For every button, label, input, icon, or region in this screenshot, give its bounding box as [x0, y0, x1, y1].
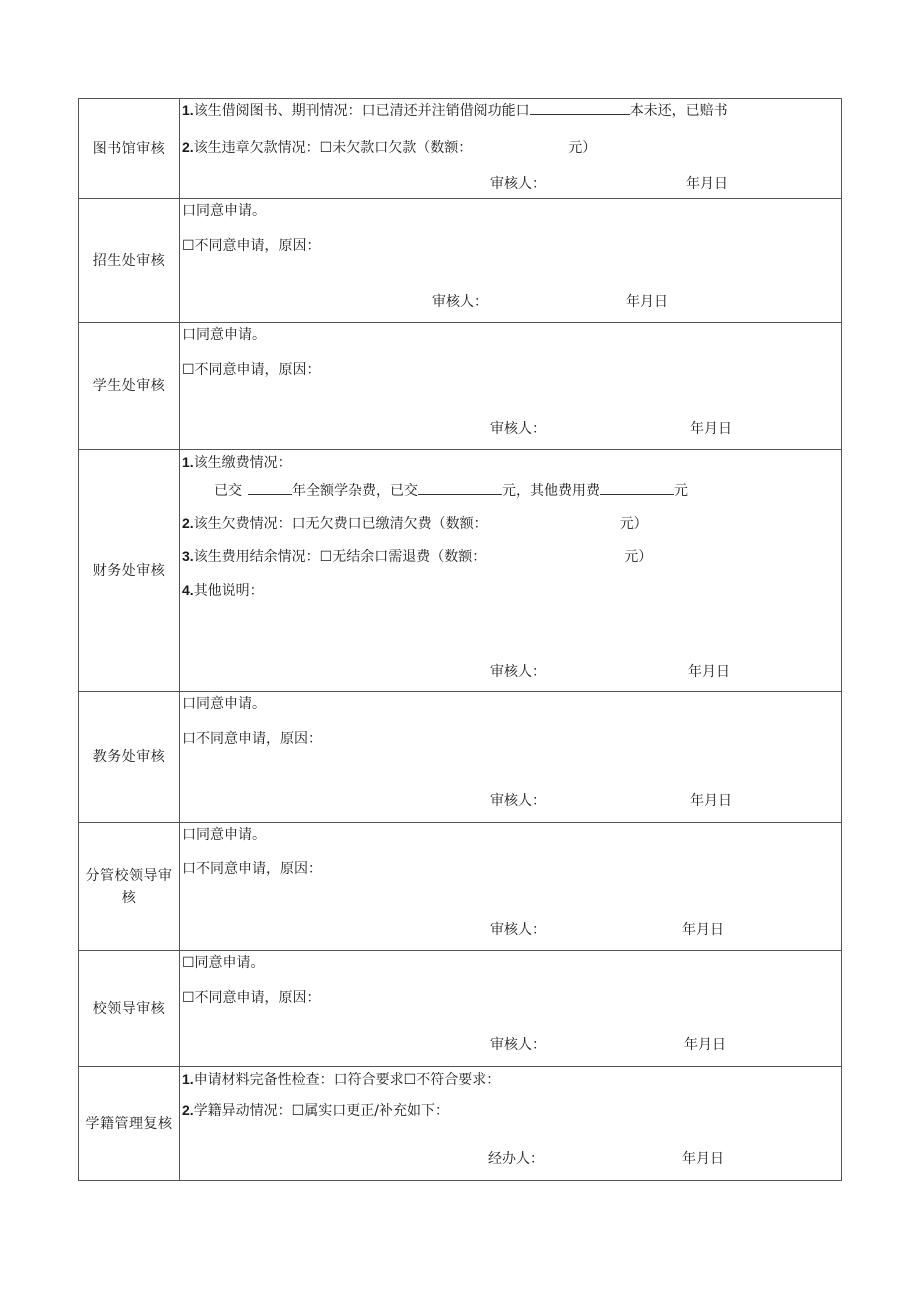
- academic-review-content: [180, 692, 842, 823]
- date-label: 年月日: [682, 1151, 724, 1167]
- date-label: 年月日: [690, 421, 732, 437]
- reviewer-label: 审核人：: [490, 922, 546, 938]
- leader-review-label: 校领导审核: [79, 951, 180, 1067]
- student-affairs-review-label: 学生处审核: [79, 323, 180, 450]
- date-label: 年月日: [626, 294, 668, 310]
- agree-option[interactable]: 口同意申请。: [182, 696, 266, 712]
- reviewer-label: 审核人：: [490, 1037, 546, 1053]
- agree-option[interactable]: 口同意申请。: [182, 827, 266, 843]
- registry-review-content: [180, 1067, 842, 1181]
- leader-review-row: [79, 951, 842, 1067]
- vice-leader-review-label: 分管校领导审核: [79, 823, 180, 951]
- finance-paid-detail-line: 已交 年全额学杂费，已交 元，其他费用费 元: [214, 480, 688, 501]
- reviewer-label: 审核人：: [490, 421, 546, 437]
- unreturned-books-blank[interactable]: [530, 100, 630, 115]
- agree-option[interactable]: 口同意申请。: [182, 327, 266, 343]
- registry-review-label: 学籍管理复核: [79, 1067, 180, 1181]
- handler-label: 经办人：: [488, 1151, 544, 1167]
- finance-payment-line: 1.该生缴费情况：: [182, 454, 292, 471]
- admissions-review-content: [180, 199, 842, 323]
- other-fees-blank[interactable]: [600, 480, 674, 495]
- date-label: 年月日: [688, 664, 730, 680]
- paid-amount-blank[interactable]: [418, 480, 502, 495]
- agree-option[interactable]: ☐同意申请。: [182, 955, 265, 971]
- disagree-option[interactable]: 口不同意申请，原因：: [182, 861, 322, 877]
- date-label: 年月日: [684, 1037, 726, 1053]
- registry-review-row: [79, 1067, 842, 1181]
- disagree-option[interactable]: ☐不同意申请，原因：: [182, 990, 321, 1006]
- student-affairs-review-row: [79, 323, 842, 450]
- leader-review-content: [180, 951, 842, 1067]
- reviewer-label: 审核人：: [490, 664, 546, 680]
- finance-review-label: 财务处审核: [79, 450, 180, 692]
- reviewer-label: 审核人：: [432, 294, 488, 310]
- finance-review-row: [79, 450, 842, 692]
- academic-review-label: 教务处审核: [79, 692, 180, 823]
- library-review-label: 图书馆审核: [79, 99, 180, 199]
- library-borrow-line: 1.该生借阅图书、期刊情况：口已清还并注销借阅功能口 本未还，已赔书: [182, 102, 728, 119]
- agree-option[interactable]: 口同意申请。: [182, 203, 266, 219]
- reviewer-label: 审核人：: [490, 793, 546, 809]
- library-fine-line: 2.该生违章欠款情况：☐未欠款口欠款（数额： 元）: [182, 139, 597, 156]
- date-label: 年月日: [686, 176, 728, 192]
- disagree-option[interactable]: ☐不同意申请，原因：: [182, 362, 321, 378]
- date-label: 年月日: [682, 922, 724, 938]
- library-review-row: [79, 99, 842, 199]
- finance-balance-line: 3.该生费用结余情况：☐无结余口需退费（数额： 元）: [182, 548, 653, 565]
- vice-leader-review-row: [79, 823, 842, 951]
- approval-form-table: [78, 98, 842, 1181]
- admissions-review-row: [79, 199, 842, 323]
- student-affairs-review-content: [180, 323, 842, 450]
- reviewer-label: 审核人：: [490, 176, 546, 192]
- date-label: 年月日: [690, 793, 732, 809]
- finance-review-content: [180, 450, 842, 692]
- finance-arrears-line: 2.该生欠费情况：口无欠费口已缴清欠费（数额： 元）: [182, 515, 648, 532]
- academic-review-row: [79, 692, 842, 823]
- registry-status-line: 2.学籍异动情况：☐属实口更正/补充如下：: [182, 1102, 449, 1119]
- paid-years-blank[interactable]: [248, 480, 292, 495]
- disagree-option[interactable]: ☐不同意申请，原因：: [182, 238, 321, 254]
- registry-materials-line: 1.申请材料完备性检查：口符合要求☐不符合要求：: [182, 1071, 501, 1088]
- admissions-review-label: 招生处审核: [79, 199, 180, 323]
- finance-notes-line: 4.其他说明：: [182, 582, 264, 599]
- library-review-content: [180, 99, 842, 199]
- disagree-option[interactable]: 口不同意申请，原因：: [182, 731, 322, 747]
- vice-leader-review-content: [180, 823, 842, 951]
